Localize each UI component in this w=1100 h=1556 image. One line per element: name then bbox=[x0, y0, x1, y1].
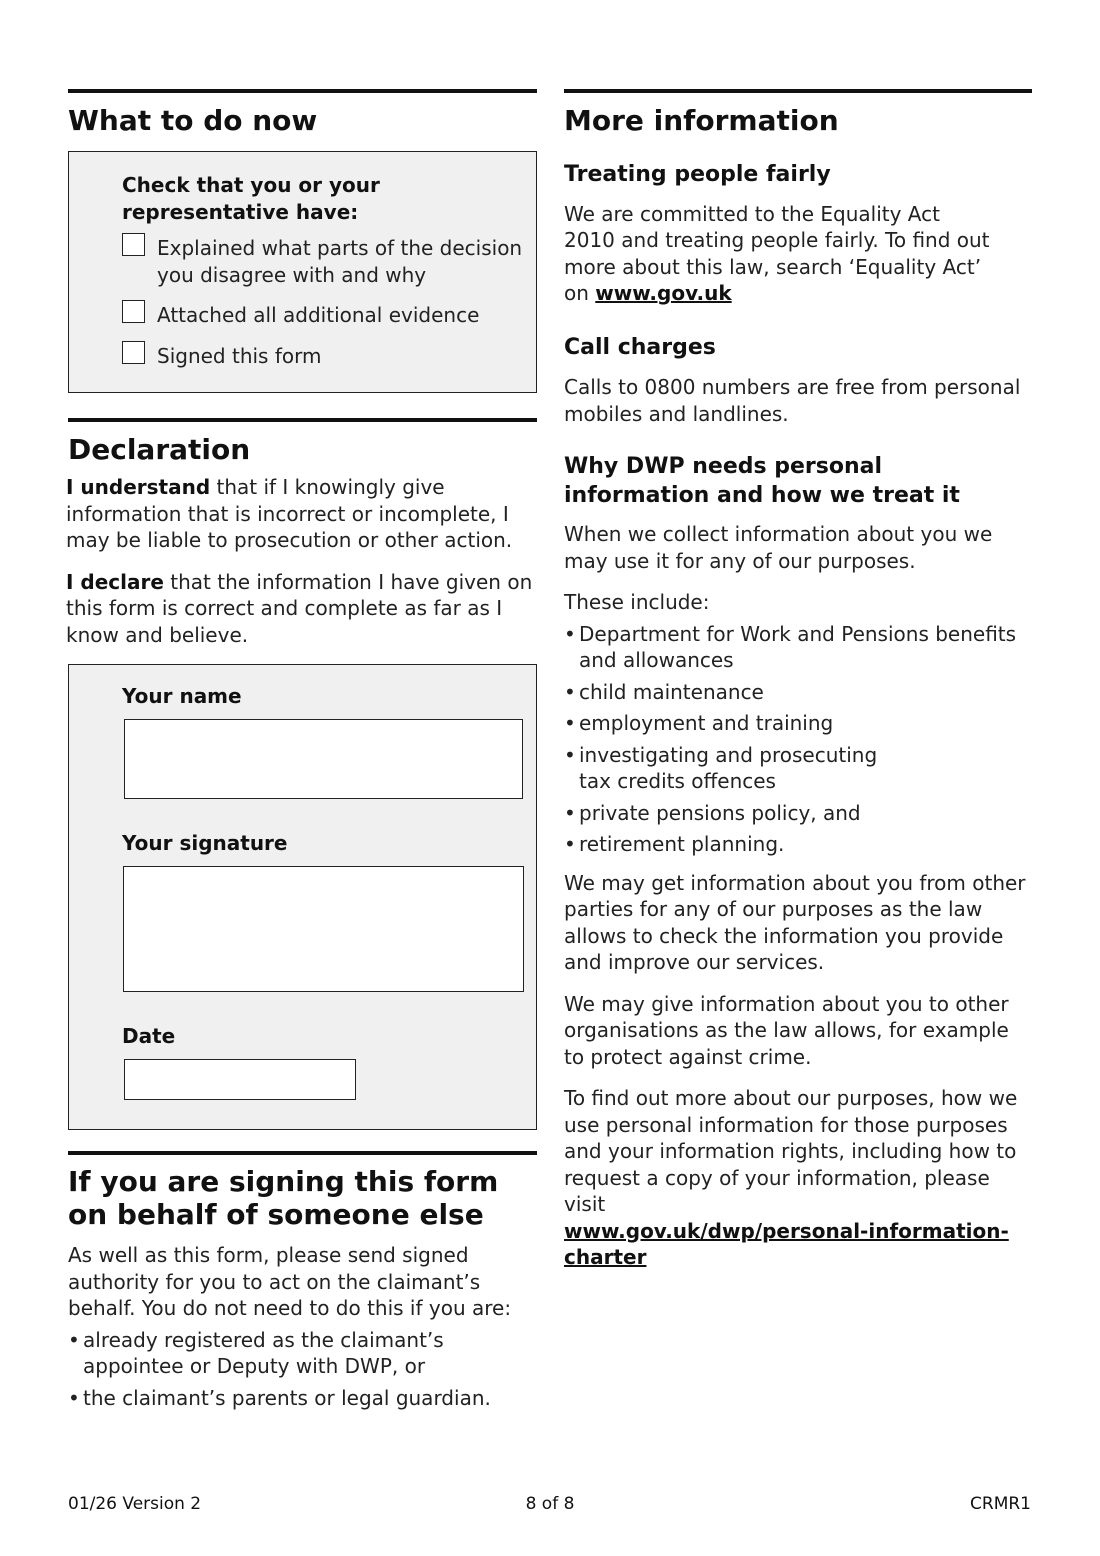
dwp-info-p4: We may give information about you to other organisations as the law allows, for example to protect against crime. bbox=[564, 991, 1009, 1069]
more-info-heading: More information bbox=[564, 104, 839, 137]
dwp-info-p5: To find out more about our purposes, how we use personal information for those purposes and your information rights, including how to request a copy of your information, please visit bbox=[564, 1086, 1018, 1217]
section-rule bbox=[68, 1151, 537, 1155]
date-field[interactable] bbox=[124, 1059, 356, 1100]
call-charges-heading: Call charges bbox=[564, 334, 716, 360]
dwp-info-p3: We may get information about you from other parties for any of our purposes as the law allows to check the information you provide and improve our services. bbox=[564, 870, 1026, 975]
checklist-item-label: Explained what parts of the decision you disagree with and why bbox=[157, 236, 523, 287]
purposes-list bbox=[564, 621, 1032, 858]
declaration-understand: I understand that if I knowingly give information that is incorrect or incomplete, I may be liable to prosecution or other action. bbox=[66, 475, 513, 553]
list-item: • retirement planning. bbox=[564, 831, 1032, 858]
gov-uk-link[interactable]: www.gov.uk bbox=[595, 281, 732, 306]
checkbox-explained[interactable] bbox=[122, 233, 145, 256]
call-charges-text: Calls to 0800 numbers are free from personal mobiles and landlines. bbox=[564, 375, 1021, 426]
left-column bbox=[68, 89, 537, 1416]
dwp-info-p1: When we collect information about you we may use it for any of our purposes. bbox=[564, 522, 993, 573]
list-item: • employment and training bbox=[564, 710, 1032, 737]
list-item: • investigating and prosecuting tax credits offences bbox=[564, 742, 909, 795]
declaration-declare: I declare that the information I have given on this form is correct and complete as far as I know and believe. bbox=[66, 569, 533, 647]
checklist-item-label: Attached all additional evidence bbox=[157, 303, 480, 328]
checklist-box bbox=[68, 151, 537, 393]
checkbox-signed[interactable] bbox=[122, 341, 145, 364]
list-item: • the claimant’s parents or legal guardian. bbox=[68, 1385, 537, 1412]
declaration-heading: Declaration bbox=[68, 433, 251, 467]
dwp-info-heading: Why DWP needs personal information and how we treat it bbox=[564, 454, 960, 508]
footer-version: 01/26 Version 2 bbox=[68, 1494, 202, 1514]
your-name-field[interactable] bbox=[124, 719, 523, 799]
dwp-info-p2: These include: bbox=[564, 590, 710, 615]
section-rule bbox=[68, 418, 537, 422]
signature-box bbox=[68, 664, 537, 1130]
list-item: • Department for Work and Pensions benefits and allowances bbox=[564, 621, 1032, 674]
checklist-item bbox=[122, 235, 526, 288]
section-rule bbox=[68, 89, 537, 93]
your-signature-label: Your signature bbox=[122, 831, 288, 856]
behalf-list bbox=[68, 1327, 537, 1412]
treating-fairly-text: We are committed to the Equality Act 2010 and treating people fairly. To find out more about this law, search ‘Equality Act’ on www.gov.uk bbox=[564, 201, 990, 306]
right-column bbox=[564, 89, 1032, 1271]
your-signature-field[interactable] bbox=[123, 866, 524, 992]
checklist-item bbox=[122, 343, 526, 370]
checklist-item bbox=[122, 302, 526, 329]
treating-fairly-heading: Treating people fairly bbox=[564, 162, 831, 188]
checklist-title: Check that you or your representative have: bbox=[122, 173, 380, 224]
list-item: • already registered as the claimant’s appointee or Deputy with DWP, or bbox=[68, 1327, 537, 1380]
checklist-item-label: Signed this form bbox=[157, 343, 322, 368]
footer-page-number: 8 of 8 bbox=[525, 1494, 575, 1514]
personal-info-charter-link[interactable]: www.gov.uk/dwp/personal-information-charter bbox=[564, 1218, 1009, 1270]
your-name-label: Your name bbox=[122, 684, 242, 709]
what-to-do-heading: What to do now bbox=[68, 104, 318, 137]
list-item: • child maintenance bbox=[564, 679, 1032, 706]
date-label: Date bbox=[122, 1024, 176, 1049]
behalf-heading: If you are signing this form on behalf of someone else bbox=[68, 1165, 499, 1232]
section-rule bbox=[564, 89, 1032, 93]
list-item: • private pensions policy, and bbox=[564, 800, 1032, 827]
checkbox-evidence[interactable] bbox=[122, 300, 145, 323]
charter-link-line bbox=[564, 1218, 1032, 1271]
footer-form-code: CRMR1 bbox=[970, 1494, 1031, 1514]
behalf-intro: As well as this form, please send signed authority for you to act on the claimant’s behalf. You do not need to do this if you are: bbox=[68, 1243, 512, 1321]
